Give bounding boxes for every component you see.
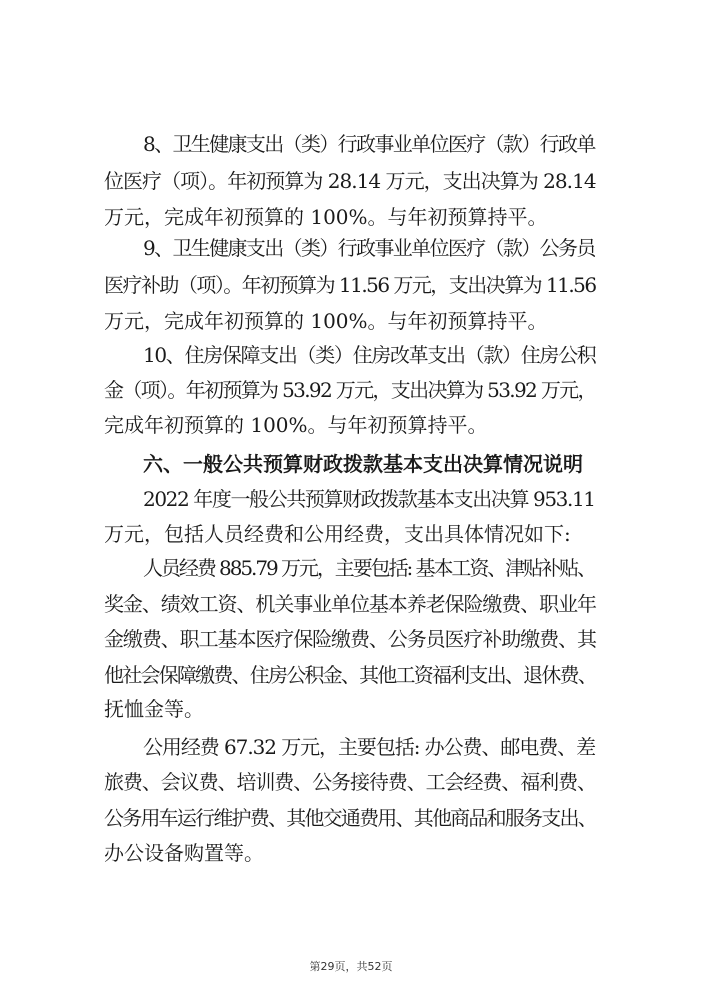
paragraph-10-line-2: 金（项）。年初预算为 53.92 万元，支出决算为 53.92 万元， bbox=[104, 378, 596, 402]
personnel-expense-line-2: 奖金、绩效工资、机关事业单位基本养老保险缴费、职业年 bbox=[104, 592, 596, 616]
public-expense-line-2: 旅费、会议费、培训费、公务接待费、工会经费、福利费、 bbox=[104, 770, 596, 794]
public-expense-line-4: 办公设备购置等。 bbox=[104, 841, 264, 865]
paragraph-10-line-3: 完成年初预算的 100%。与年初预算持平。 bbox=[104, 413, 488, 437]
personnel-expense-line-5: 抚恤金等。 bbox=[104, 697, 204, 721]
paragraph-8-line-3: 万元，完成年初预算的 100%。与年初预算持平。 bbox=[104, 205, 548, 229]
public-expense-line-3: 公务用车运行维护费、其他交通费用、其他商品和服务支出、 bbox=[104, 806, 596, 830]
page-number-footer: 第29页，共52页 bbox=[309, 960, 393, 973]
section-6-heading: 六、一般公共预算财政拨款基本支出决算情况说明 bbox=[143, 452, 583, 476]
personnel-expense-line-1: 人员经费 885.79 万元，主要包括: 基本工资、津贴补贴、 bbox=[143, 556, 595, 580]
paragraph-9-line-2: 医疗补助（项）。年初预算为 11.56 万元，支出决算为 11.56 bbox=[104, 273, 596, 297]
paragraph-8-line-2: 位医疗（项）。年初预算为 28.14 万元，支出决算为 28.14 bbox=[104, 169, 596, 193]
public-expense-line-1: 公用经费 67.32 万元，主要包括: 办公费、邮电费、差 bbox=[143, 735, 596, 759]
paragraph-9-line-3: 万元，完成年初预算的 100%。与年初预算持平。 bbox=[104, 309, 548, 333]
paragraph-8-line-1: 8、卫生健康支出（类）行政事业单位医疗（款）行政单 bbox=[143, 132, 595, 156]
section-6-intro-line-2: 万元，包括人员经费和公用经费，支出具体情况如下: bbox=[104, 522, 571, 546]
personnel-expense-line-4: 他社会保障缴费、住房公积金、其他工资福利支出、退休费、 bbox=[104, 663, 596, 687]
paragraph-10-line-1: 10、住房保障支出（类）住房改革支出（款）住房公积 bbox=[143, 343, 596, 367]
paragraph-9-line-1: 9、卫生健康支出（类）行政事业单位医疗（款）公务员 bbox=[143, 236, 595, 260]
section-6-intro-line-1: 2022 年度一般公共预算财政拨款基本支出决算 953.11 bbox=[143, 487, 595, 511]
personnel-expense-line-3: 金缴费、职工基本医疗保险缴费、公务员医疗补助缴费、其 bbox=[104, 627, 596, 651]
